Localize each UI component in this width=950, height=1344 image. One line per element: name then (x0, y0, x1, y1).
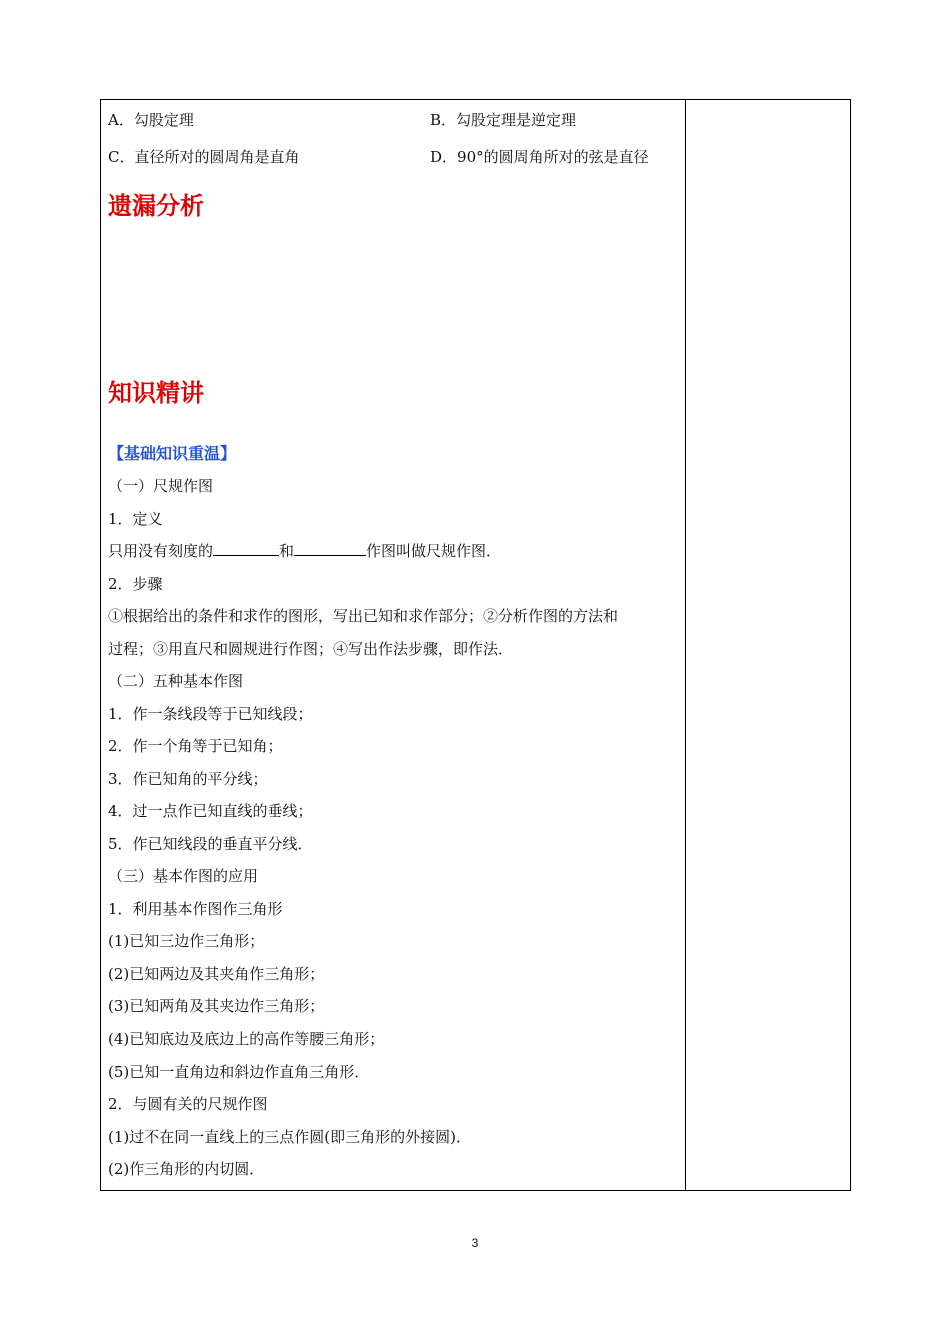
application2-item: (1)过不在同一直线上的三点作圆(即三角形的外接圆)． (108, 1128, 471, 1146)
application1-item: (1)已知三边作三角形； (108, 932, 265, 950)
section-heading-knowledge: 知识精讲 (108, 379, 204, 407)
basic-item: 1．作一条线段等于已知线段； (108, 705, 313, 723)
steps-line-1: ①根据给出的条件和求作的图形，写出已知和求作部分；②分析作图的方法和 (108, 607, 619, 625)
basic-item: 5．作已知线段的垂直平分线． (108, 835, 313, 853)
application2-title: 2．与圆有关的尺规作图 (108, 1095, 268, 1113)
application1-item: (2)已知两边及其夹角作三角形； (108, 965, 325, 983)
option-d: D．90°的圆周角所对的弦是直径 (430, 148, 649, 166)
section-heading-missing-analysis: 遗漏分析 (108, 192, 204, 220)
application1-item: (4)已知底边及底边上的高作等腰三角形； (108, 1030, 385, 1048)
basic-item: 4．过一点作已知直线的垂线； (108, 802, 313, 820)
definition-prefix: 只用没有刻度的 (108, 542, 214, 560)
fill-blank-2[interactable] (294, 541, 366, 556)
table-column-divider (685, 99, 686, 1191)
definition-and: 和 (279, 542, 295, 560)
definition-title: 1．定义 (108, 510, 163, 528)
application1-title: 1．利用基本作图作三角形 (108, 900, 283, 918)
fill-blank-1[interactable] (213, 541, 279, 556)
application2-item: (2)作三角形的内切圆． (108, 1160, 265, 1178)
part1-title: （一）尺规作图 (108, 477, 214, 495)
option-b: B．勾股定理是逆定理 (430, 111, 577, 129)
steps-title: 2．步骤 (108, 575, 163, 593)
definition-suffix: 作图叫做尺规作图． (366, 542, 502, 560)
basic-item: 3．作已知角的平分线； (108, 770, 268, 788)
basic-knowledge-title: 【基础知识重温】 (108, 444, 237, 463)
definition-text (108, 541, 501, 561)
application1-item: (3)已知两角及其夹边作三角形； (108, 997, 325, 1015)
part2-title: （二）五种基本作图 (108, 672, 244, 690)
application1-item: (5)已知一直角边和斜边作直角三角形． (108, 1063, 370, 1081)
basic-item: 2．作一个角等于已知角； (108, 737, 283, 755)
option-a: A．勾股定理 (108, 111, 194, 129)
part3-title: （三）基本作图的应用 (108, 867, 259, 885)
option-c: C．直径所对的圆周角是直角 (108, 148, 300, 166)
steps-line-2: 过程；③用直尺和圆规进行作图；④写出作法步骤，即作法． (108, 640, 514, 658)
page-number: 3 (471, 1236, 479, 1250)
